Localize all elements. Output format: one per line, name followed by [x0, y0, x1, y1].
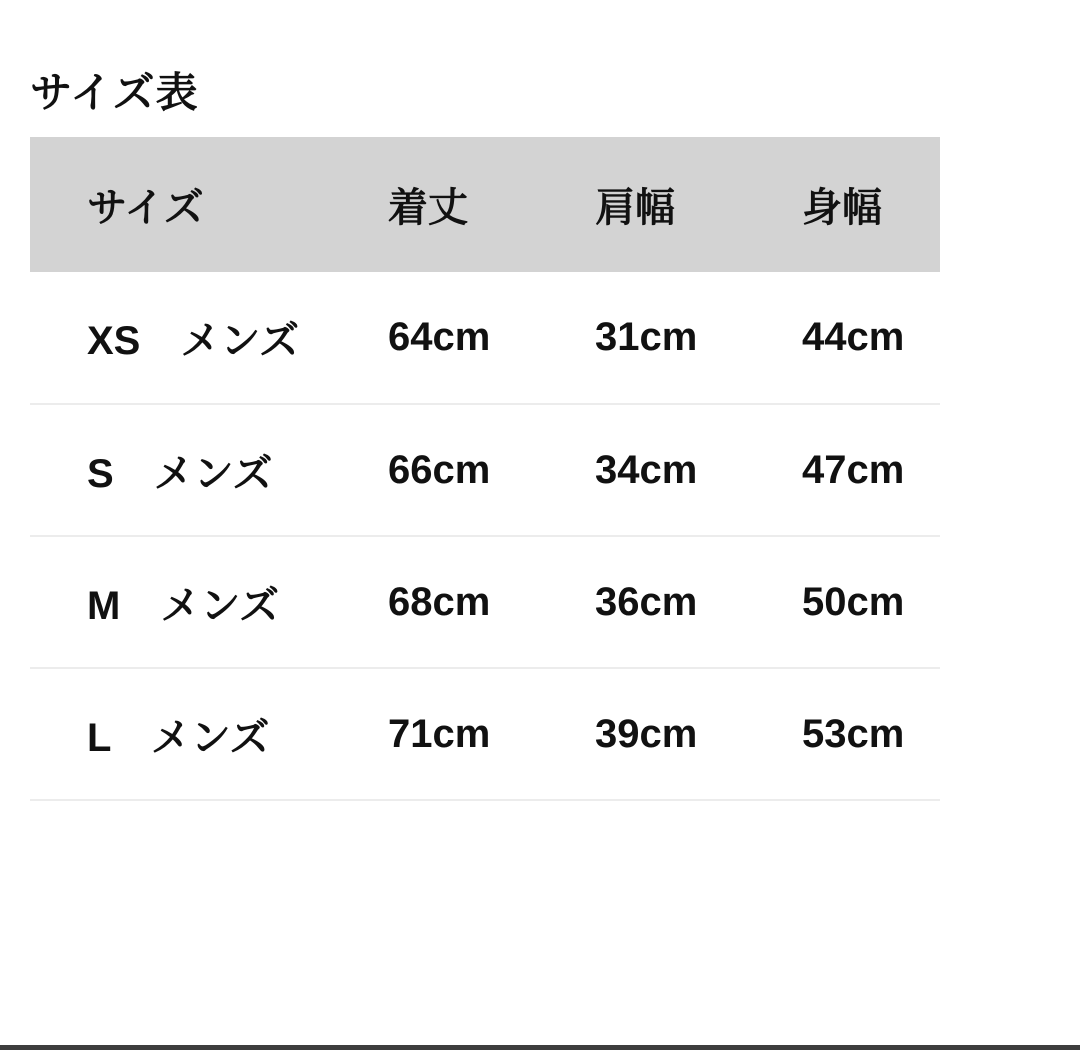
cell-shoulder: 36cm — [595, 579, 698, 624]
cell-length: 68cm — [388, 579, 491, 624]
table-row-l — [30, 668, 940, 800]
column-header-width: 身幅 — [802, 186, 882, 230]
page-title: サイズ表 — [30, 69, 199, 117]
cell-width: 47cm — [802, 447, 905, 492]
cell-shoulder: 34cm — [595, 447, 698, 492]
size-table-header-row — [30, 137, 940, 272]
cell-length: 64cm — [388, 315, 491, 359]
cell-shoulder: 39cm — [595, 711, 698, 756]
cell-size: XS メンズ — [87, 319, 300, 363]
table-row-s — [30, 404, 940, 536]
bottom-edge-bar — [0, 1045, 1080, 1050]
cell-width: 44cm — [802, 315, 905, 359]
column-header-length: 着丈 — [388, 186, 468, 230]
table-row-m — [30, 536, 940, 668]
column-header-shoulder: 肩幅 — [595, 186, 675, 230]
cell-length: 71cm — [388, 711, 491, 756]
cell-width: 50cm — [802, 579, 905, 624]
column-header-size: サイズ — [87, 186, 204, 230]
cell-size: S メンズ — [87, 451, 273, 496]
cell-length: 66cm — [388, 447, 491, 492]
table-row-xs — [30, 272, 940, 404]
cell-width: 53cm — [802, 711, 905, 756]
cell-size: L メンズ — [87, 715, 270, 760]
cell-shoulder: 31cm — [595, 315, 698, 359]
cell-size: M メンズ — [87, 583, 280, 628]
size-table — [30, 137, 940, 801]
